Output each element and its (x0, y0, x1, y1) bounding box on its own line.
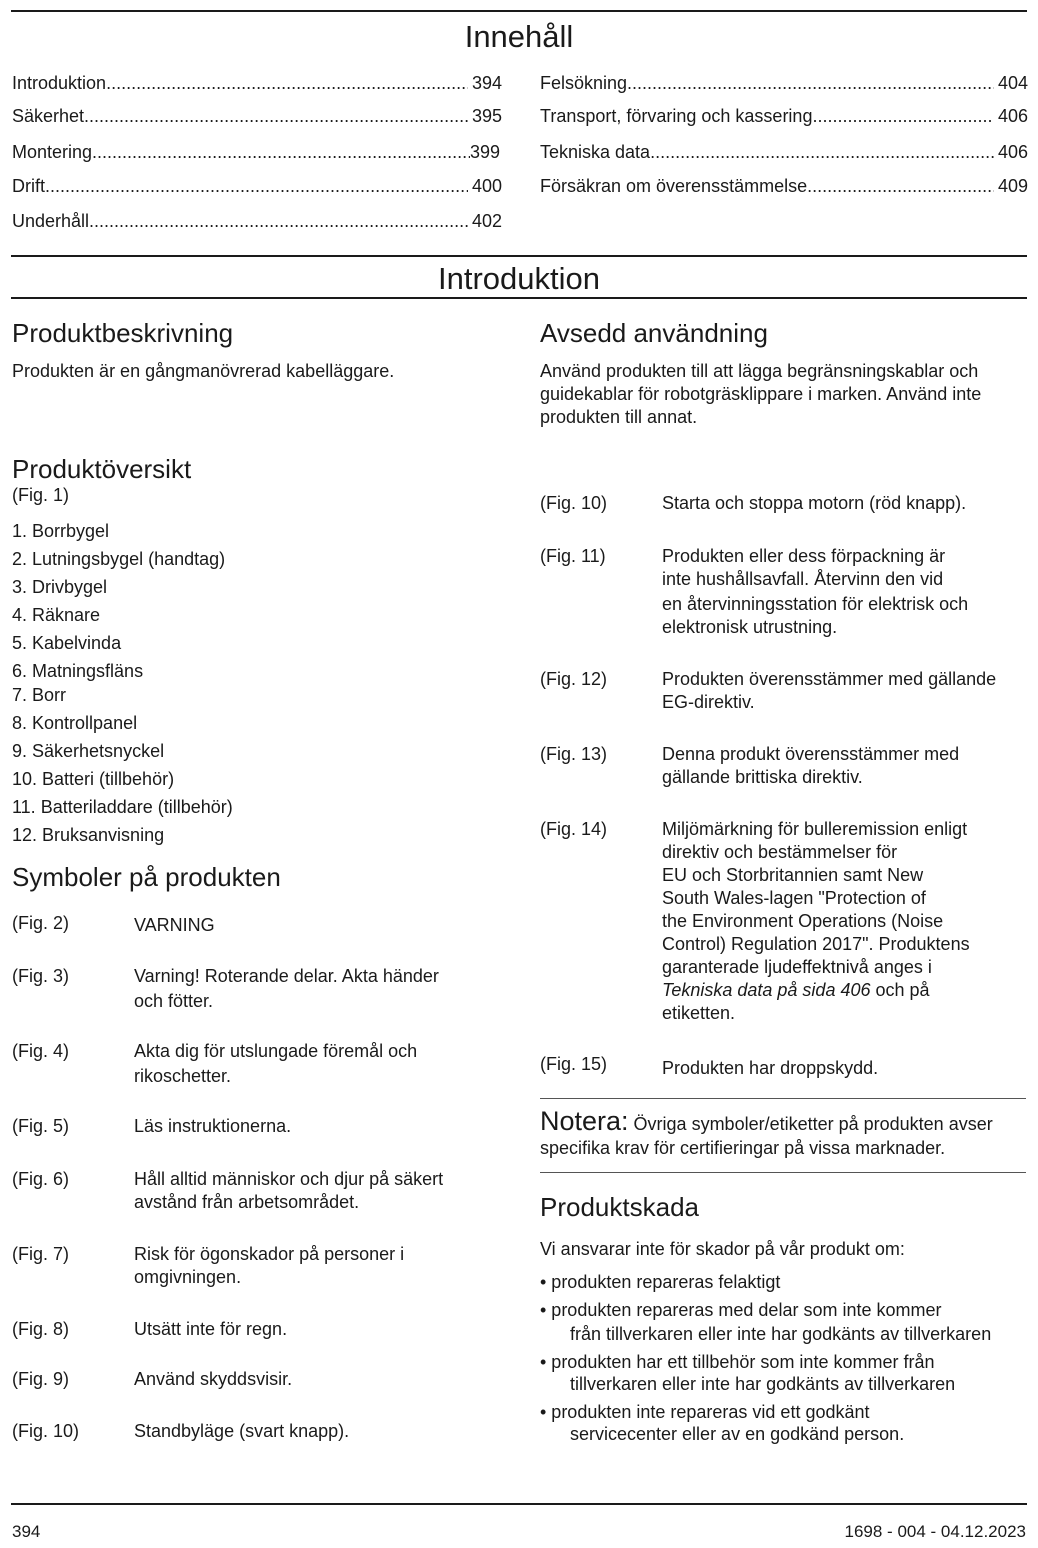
fig-ref: (Fig. 8) (12, 1319, 70, 1339)
section-rule (11, 297, 1027, 299)
note-label: Notera: (540, 1106, 629, 1136)
note: Notera: Övriga symboler/etiketter på produkten avser specifika krav för certifieringar på vissa marknader. (540, 1106, 993, 1158)
toc-entry[interactable]: Transport, förvaring och kassering ..... 406 (540, 105, 1028, 127)
list-item: 8. Kontrollpanel (12, 713, 138, 733)
section-rule (11, 255, 1027, 257)
damage-intro: Vi ansvarar inte för skador på vår produkt om: (540, 1239, 905, 1259)
symbol-desc: Håll alltid människor och djur på säkert avstånd från arbetsområdet. (134, 1169, 444, 1212)
fig-ref: (Fig. 12) (540, 669, 608, 689)
fig-ref: (Fig. 6) (12, 1169, 70, 1189)
toc-entry[interactable]: Försäkran om överensstämmelse ..... 409 (540, 175, 1028, 197)
list-item: 1. Borrbygel (12, 521, 110, 541)
toc-leader (89, 210, 468, 232)
toc-title: Innehåll (464, 19, 574, 54)
symbol-desc: Denna produkt överensstämmer med gällande brittiska direktiv. (662, 744, 960, 787)
list-item: 4. Räknare (12, 605, 101, 625)
symbol-desc: Starta och stoppa motorn (röd knapp). (662, 493, 967, 513)
list-item: 7. Borr (12, 685, 67, 705)
list-item: 3. Drivbygel (12, 577, 108, 597)
symbol-desc: Produkten eller dess förpackning är inte hushållsavfall. Återvinn den vid en återvinningsstation för elektrisk och elektronisk utrustning. (662, 546, 969, 637)
list-item: • produkten inte repareras vid ett godkänt servicecenter eller av en godkänd person. (540, 1402, 905, 1444)
toc-entry[interactable]: Underhåll ..... 402 (12, 210, 502, 232)
fig-ref: (Fig. 4) (12, 1041, 70, 1061)
toc-entry[interactable]: Säkerhet ..... 395 (12, 105, 502, 127)
fig-ref: (Fig. 2) (12, 913, 70, 933)
document-id: 1698 - 004 - 04.12.2023 (844, 1522, 1026, 1541)
top-rule (11, 10, 1027, 12)
toc-leader (650, 141, 994, 163)
symbols-heading: Symboler på produkten (12, 862, 281, 892)
list-item: • produkten repareras med delar som inte kommer från tillverkaren eller inte har godkänts av tillverkaren (540, 1300, 992, 1344)
fig-ref: (Fig. 10) (540, 493, 608, 513)
list-item: 6. Matningsfläns (12, 661, 144, 681)
page-number: 394 (12, 1522, 41, 1541)
toc-leader (106, 72, 468, 94)
symbol-desc: Risk för ögonskador på personer i omgivningen. (134, 1244, 405, 1287)
symbol-desc: Miljömärkning för bulleremission enligt direktiv och bestämmelser för EU och Storbritannien samt New South Wales-lagen "Protection of the Environment Operations (Noise Control) Regulation 2017". Produktens garanterade ljudeffektnivå anges i Tekniska data på sida 406 och på etiketten. (662, 819, 970, 1023)
toc-leader (45, 175, 468, 197)
section-title: Introduktion (438, 261, 600, 296)
toc-leader (84, 105, 468, 127)
fig-ref: (Fig. 7) (12, 1244, 70, 1264)
toc-leader (807, 175, 994, 197)
list-item: 5. Kabelvinda (12, 633, 122, 653)
fig-ref: (Fig. 3) (12, 966, 70, 986)
toc-leader (92, 141, 470, 163)
list-item: 10. Batteri (tillbehör) (12, 769, 175, 789)
intended-use-text: Använd produkten till att lägga begränsningskablar och guidekablar för robotgräsklippare i marken. Använd inte produkten till annat. (540, 361, 982, 427)
symbol-desc: Läs instruktionerna. (134, 1116, 292, 1136)
fig-ref: (Fig. 10) (12, 1421, 80, 1441)
product-description-heading: Produktbeskrivning (12, 318, 234, 348)
list-item: 9. Säkerhetsnyckel (12, 741, 165, 761)
list-item: 2. Lutningsbygel (handtag) (12, 549, 226, 569)
fig-ref: (Fig. 11) (540, 546, 606, 566)
symbol-desc: Varning! Roterande delar. Akta händer och fötter. (134, 966, 439, 1011)
list-item: 12. Bruksanvisning (12, 825, 165, 845)
fig-ref: (Fig. 15) (540, 1054, 608, 1074)
overview-fig: (Fig. 1) (12, 485, 70, 505)
damage-heading: Produktskada (540, 1192, 699, 1222)
fig-ref: (Fig. 9) (12, 1369, 70, 1389)
list-item: 11. Batteriladdare (tillbehör) (12, 797, 233, 817)
toc-entry[interactable]: Tekniska data ..... 406 (540, 141, 1028, 163)
toc-entry[interactable]: Felsökning ..... 404 (540, 72, 1028, 94)
note-rule (540, 1172, 1026, 1173)
symbol-desc: Använd skyddsvisir. (134, 1369, 293, 1389)
fig-ref: (Fig. 13) (540, 744, 608, 764)
symbol-desc: Produkten överensstämmer med gällande EG-direktiv. (662, 669, 997, 712)
toc-entry[interactable]: Montering ..... 399 (12, 141, 500, 163)
toc-entry[interactable]: Introduktion ..... 394 (12, 72, 502, 94)
tech-data-link[interactable]: Tekniska data på sida 406 (662, 980, 871, 1000)
footer-rule (11, 1503, 1027, 1505)
toc-leader (627, 72, 994, 94)
list-item: • produkten repareras felaktigt (540, 1272, 781, 1292)
toc-leader (812, 105, 994, 127)
toc-entry[interactable]: Drift ..... 400 (12, 175, 502, 197)
list-item: • produkten har ett tillbehör som inte kommer från tillverkaren eller inte har godkänts av tillverkaren (540, 1352, 956, 1394)
symbol-desc: VARNING (134, 915, 215, 935)
intended-use-heading: Avsedd användning (540, 318, 768, 348)
symbol-desc: Utsätt inte för regn. (134, 1319, 288, 1339)
fig-ref: (Fig. 5) (12, 1116, 70, 1136)
symbol-desc: Standbyläge (svart knapp). (134, 1421, 350, 1441)
product-description-text: Produkten är en gångmanövrerad kabelläggare. (12, 361, 395, 381)
overview-heading: Produktöversikt (12, 454, 192, 484)
note-rule (540, 1098, 1026, 1099)
symbol-desc: Produkten har droppskydd. (662, 1058, 879, 1078)
symbol-desc: Akta dig för utslungade föremål och rikoschetter. (134, 1041, 418, 1086)
fig-ref: (Fig. 14) (540, 819, 608, 839)
